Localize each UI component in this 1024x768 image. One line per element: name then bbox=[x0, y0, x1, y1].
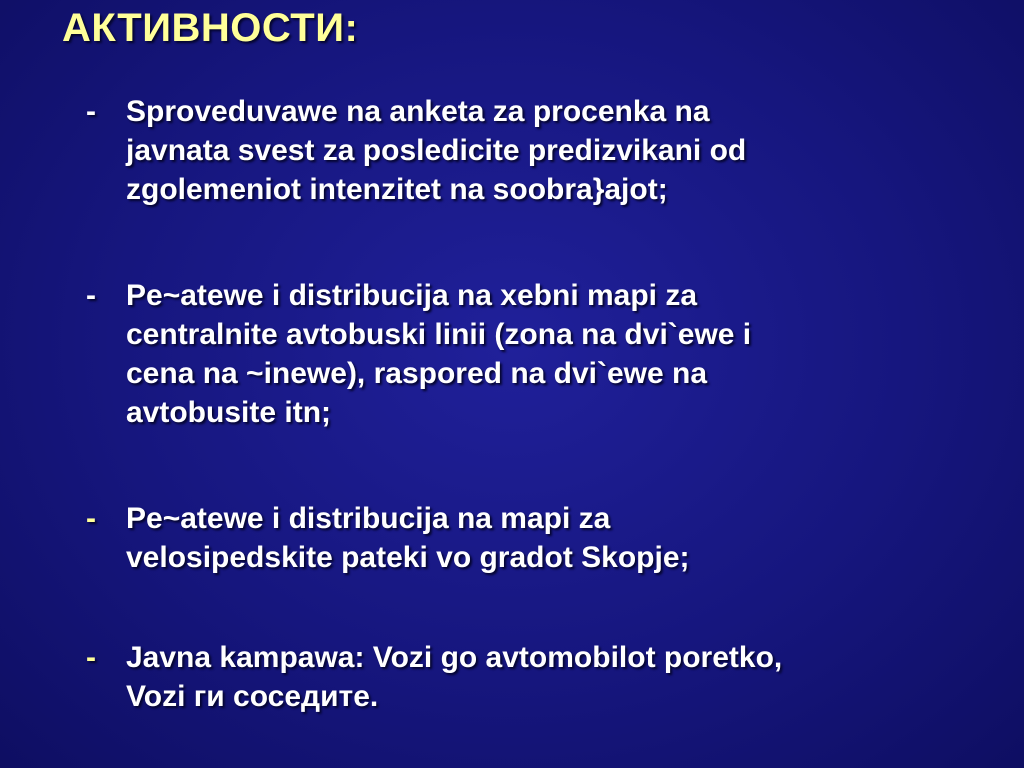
bullet-line: centralnite avtobuski linii (zona na dvi`ewe i bbox=[126, 318, 752, 351]
bullet-line: avtobusite itn; bbox=[126, 396, 332, 429]
bullet-line: javnata svest za posledicite predizvikani od bbox=[126, 134, 747, 167]
bullet-line: Vozi ги соседите. bbox=[126, 680, 379, 713]
bullet-marker: - bbox=[86, 641, 96, 674]
bullet-item-campaign bbox=[0, 638, 1024, 716]
bullet-marker: - bbox=[86, 95, 96, 128]
bullet-line: Pe~atewe i distribucija na mapi za bbox=[126, 502, 611, 535]
bullet-item-bike-maps bbox=[0, 499, 1024, 577]
bullet-line: zgolemeniot intenzitet na soobra}ajot; bbox=[126, 173, 668, 206]
bullet-item-bus-maps bbox=[0, 276, 1024, 432]
bullet-line: velosipedskite pateki vo gradot Skopje; bbox=[126, 541, 690, 574]
bullet-line: Javna kampawa: Vozi go avtomobilot poretko, bbox=[126, 641, 783, 674]
bullet-marker: - bbox=[86, 279, 96, 312]
bullet-line: Pe~atewe i distribucija na xebni mapi za bbox=[126, 279, 698, 312]
bullet-line: cena na ~inewe), raspored na dvi`ewe na bbox=[126, 357, 708, 390]
slide-title: АКТИВНОСТИ: bbox=[62, 6, 359, 50]
bullet-marker: - bbox=[86, 502, 96, 535]
bullet-line: Sproveduvawe na anketa za procenka na bbox=[126, 95, 710, 128]
bullet-item-survey bbox=[0, 92, 1024, 209]
bullet-list bbox=[0, 92, 1024, 716]
